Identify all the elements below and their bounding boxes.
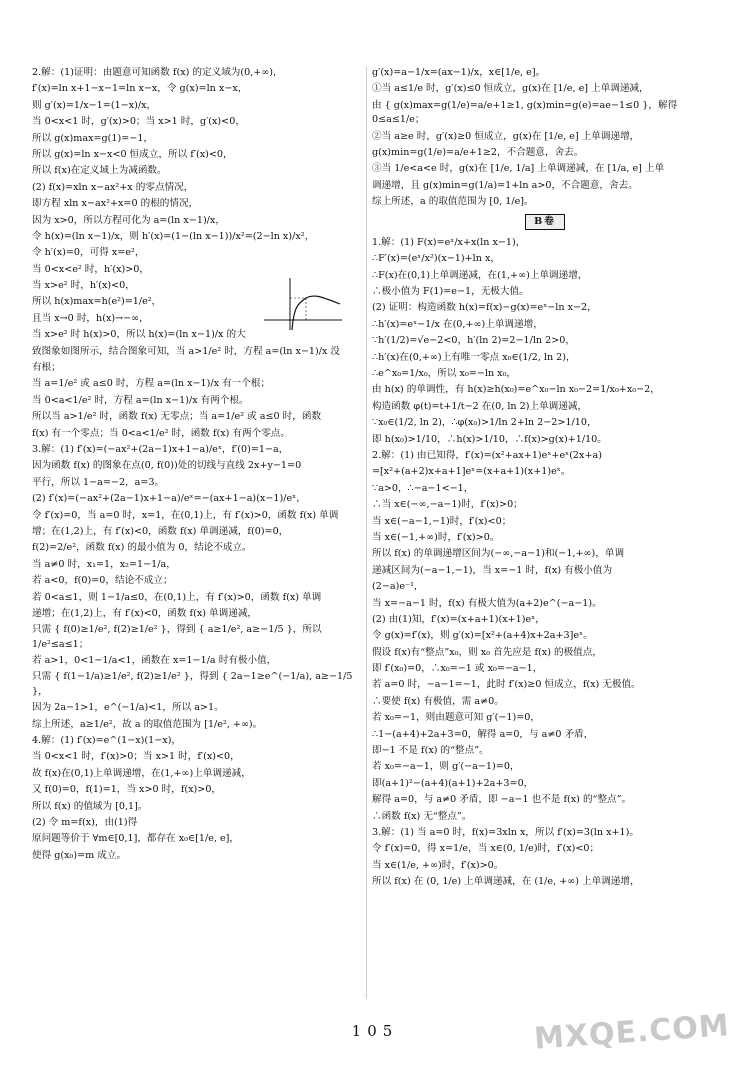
solution-line: f′(x)=ln x+1−x−1=ln x−x，令 g(x)=ln x−x， xyxy=(32,83,248,95)
solution-line: 1.解：(1) F(x)=eˣ/x+x(ln x−1)， xyxy=(372,236,526,248)
solution-line: 令 h(x)=(ln x−1)/x，则 h′(x)=(1−(ln x−1))/x²=(2−ln x)/x²， xyxy=(32,230,315,242)
solution-line: ∴F(x)在(0,1)上单调递减，在(1,+∞)上单调递增， xyxy=(372,269,588,281)
solution-line: ③当 1/e<a<e 时，g(x)在 [1/e, 1/a] 上单调递减，在 [1/a, e] 上单 xyxy=(372,163,665,175)
solution-line: 令 h′(x)=0，可得 x=e²， xyxy=(32,247,145,259)
solution-line: 因为函数 f(x) 的图象在点(0, f(0))处的切线与直线 2x+y−1=0 xyxy=(32,460,302,472)
solution-line: 若 x₀=−a−1，则 g′(−a−1)=0， xyxy=(372,761,520,773)
solution-line: 2.解：(1)证明：由题意可知函数 f(x) 的定义域为(0,+∞)， xyxy=(32,67,283,78)
solution-line: (2) f′(x)=(−ax²+(2a−1)x+1−a)/eˣ=−(ax+1−a)(x−1)/eˣ， xyxy=(32,493,306,505)
solution-line: ∴h′(x)=eˣ−1/x 在(0,+∞)上单调递增， xyxy=(372,318,543,330)
solution-line: 当 x>e² 时 h(x)>0，所以 h(x)=(ln x−1)/x 的大 xyxy=(32,329,246,341)
solution-line: 递增；在(1,2)上，有 f′(x)<0，函数 f(x) 单调递减， xyxy=(32,607,258,619)
solution-line: 当 x=−a−1 时，f(x) 有极大值为(a+2)e^(−a−1)。 xyxy=(372,597,602,609)
solution-line: f(x) 有一个零点；当 0<a<1/e² 时，函数 f(x) 有两个零点。 xyxy=(32,427,290,439)
solution-line: 令 f′(x)=0，得 x=1/e，当 x∈(0, 1/e)时，f′(x)<0； xyxy=(372,843,600,855)
solution-line: 故 f(x)在(0,1)上单调递增，在(1,+∞)上单调递减， xyxy=(32,767,251,779)
solution-line: 4.解：(1) f′(x)=e^(1−x)(1−x)， xyxy=(32,735,182,747)
column-divider xyxy=(366,66,367,999)
solution-line: f(2)=2/e²，函数 f(x) 的最小值为 0，结论不成立。 xyxy=(32,542,252,554)
solution-line: 综上所述，a 的取值范围为 [0, 1/e]。 xyxy=(372,196,534,208)
solution-line: 又 f(0)=0，f(1)=1，当 x>0 时，f(x)>0， xyxy=(32,784,222,796)
solution-line: 只需 { f(0)≥1/e², f(2)≥1/e² }，得到 { a≥1/e², a≥−1/5 }，所以 1/e²≤a≤1； xyxy=(32,624,325,650)
solution-line: 即(a+1)²−(a+4)(a+1)+2a+3=0， xyxy=(372,777,534,789)
solution-line: ∴函数 f(x) 无“整点”。 xyxy=(372,810,472,822)
solution-line: 令 g(x)=f′(x)，则 g′(x)=[x²+(a+4)x+2a+3]eˣ。 xyxy=(372,630,593,642)
solution-line: 所以 f(x)在定义域上为减函数。 xyxy=(32,165,167,177)
solution-line: ①当 a≤1/e 时，g′(x)≤0 恒成立，g(x)在 [1/e, e] 上单调递减， xyxy=(372,83,649,95)
solution-line: ∵a>0，∴−a−1<−1， xyxy=(372,482,474,494)
solution-line: 由 h(x) 的单调性，有 h(x)≥h(x₀)=e^x₀−ln x₀−2=1/x₀+x₀−2， xyxy=(372,384,660,396)
solution-line: 原问题等价于 ∀m∈[0,1]，都存在 x₀∈[1/e, e]， xyxy=(32,833,239,845)
solution-line: 若 a<0，f(0)=0，结论不成立； xyxy=(32,575,173,587)
solution-line: 3.解：(1) 当 a=0 时，f(x)=3xln x，所以 f′(x)=3(ln x+1)。 xyxy=(372,826,639,838)
solution-line: 因为 2a−1>1，e^(−1/a)<1，所以 a>1。 xyxy=(32,702,224,714)
solution-line: 所以 f(x) 的值域为 [0,1]。 xyxy=(32,800,148,812)
solution-line: 当 0<a<1/e² 时，方程 a=(ln x−1)/x 有两个根。 xyxy=(32,394,249,406)
solution-line: ∴要使 f(x) 有极值，需 a≠0。 xyxy=(372,695,504,707)
solution-line: ∵x₀∈(1/2, ln 2)，∴φ(x₀)>1/ln 2+ln 2−2>1/10， xyxy=(372,417,597,429)
solution-line: 当 x∈(−1,+∞)时，f′(x)>0。 xyxy=(372,531,500,543)
solution-line: ∴1−(a+4)+2a+3=0，解得 a=0，与 a≠0 矛盾， xyxy=(372,728,594,740)
solution-line: 3.解：(1) f′(x)=(−ax²+(2a−1)x+1−a)/eˣ，f′(0)=1−a， xyxy=(32,443,289,455)
solution-line: 即 h(x₀)>1/10，∴h(x)>1/10，∴f(x)>g(x)+1/10。 xyxy=(372,433,607,445)
solution-line: 若 0<a≤1，则 1−1/a≤0，在(0,1)上，有 f′(x)>0，函数 f(x) 单调 xyxy=(32,591,322,603)
solution-line: 所以 f(x) 在 (0, 1/e) 上单调递减，在 (1/e, +∞) 上单调递增， xyxy=(372,876,640,888)
solution-line: (2) f(x)=xln x−ax²+x 的零点情况， xyxy=(32,181,194,193)
solution-line: 所以 g(x)max=g(1)=−1， xyxy=(32,132,154,144)
solution-line: 致图象如图所示，结合图象可知，当 a>1/e² 时，方程 a=(ln x−1)/x 没 xyxy=(32,345,341,357)
solution-line: 调递增，且 g(x)min=g(1/a)=1+ln a>0，不合题意，舍去。 xyxy=(372,179,638,191)
solution-line: 若 a=0 时，−a−1=−1，此时 f′(x)≥0 恒成立，f(x) 无极值。 xyxy=(372,679,641,691)
solution-line: 所以 g(x)=ln x−x<0 恒成立，所以 f′(x)<0， xyxy=(32,148,233,160)
solution-line: 即−1 不是 f(x) 的“整点”。 xyxy=(372,745,489,757)
solution-line: (2) 令 m=f(x)，由(1)得 xyxy=(32,816,138,828)
solution-line: 所以 h(x)max=h(e²)=1/e²， xyxy=(32,296,162,308)
solution-line: 所以当 a>1/e² 时，函数 f(x) 无零点；当 a=1/e² 或 a≤0 时，函数 xyxy=(32,411,322,423)
solution-line: ②当 a≥e 时，g′(x)≥0 恒成立，g(x)在 [1/e, e] 上单调递增， xyxy=(372,130,640,142)
b-section-title: B卷 xyxy=(525,214,565,230)
solution-line: 2.解：(1) 由已知得，f′(x)=(x²+ax+1)eˣ+eˣ(2x+a) xyxy=(372,449,602,461)
solution-line: 当 x∈(−a−1,−1)时，f′(x)<0； xyxy=(372,515,512,527)
page-number: 105 xyxy=(351,1022,399,1040)
solution-line: 所以 f(x) 的单调递增区间为(−∞,−a−1)和(−1,+∞)，单调 xyxy=(372,548,625,560)
solution-line: (2) 由(1)知，f′(x)=(x+a+1)(x+1)eˣ， xyxy=(372,613,545,625)
solution-line: ∴极小值为 F(1)=e−1，无极大值。 xyxy=(372,286,529,298)
solution-line: 使得 g(x₀)=m 成立。 xyxy=(32,849,127,861)
solution-line: ∴F′(x)=(eˣ/x²)(x−1)+ln x， xyxy=(372,253,500,265)
solution-line: 且当 x→0 时，h(x)→−∞， xyxy=(32,312,149,324)
solution-line: 只需 { f(1−1/a)≥1/e², f(2)≥1/e² }，得到 { 2a−1≥e^(−1/a), a≥−1/5 }， xyxy=(32,671,356,697)
solution-line: 当 0<x<1 时，g′(x)>0；当 x>1 时，g′(x)<0， xyxy=(32,116,245,128)
solution-line: 则 g′(x)=1/x−1=(1−x)/x， xyxy=(32,99,157,111)
solution-line: 平行，所以 1−a=−2，a=3。 xyxy=(32,476,165,488)
solution-line: 即 f′(x₀)=0，∴x₀=−1 或 x₀=−a−1， xyxy=(372,663,543,675)
solution-line: (2−a)e⁻¹， xyxy=(372,581,424,593)
solution-line: 当 x∈(1/e, +∞)时，f′(x)>0。 xyxy=(372,859,504,871)
solution-line: 假设 f(x)有“整点”x₀，则 x₀ 首先应是 f(x) 的极值点， xyxy=(372,646,602,658)
solution-line: 由 { g(x)max=g(1/e)=a/e+1≥1, g(x)min=g(e)=ae−1≤0 }，解得 0≤a≤1/e； xyxy=(372,99,681,126)
solution-line: 令 f′(x)=0，当 a=0 时，x=1，在(0,1)上，有 f′(x)>0，函数 f(x) 单调 xyxy=(32,509,339,521)
solution-line: (2) 证明：构造函数 h(x)=f(x)−g(x)=eˣ−ln x−2， xyxy=(372,302,597,314)
solution-line: 构造函数 φ(t)=t+1/t−2 在(0, ln 2)上单调递减， xyxy=(372,400,588,412)
solution-line: 当 x>e² 时，h′(x)<0， xyxy=(32,280,135,292)
solution-line: 增；在(1,2)上，有 f′(x)<0，函数 f(x) 单调递减，f(0)=0， xyxy=(32,525,289,537)
solution-line: ∵h′(1/2)=√e−2<0，h′(ln 2)=2−1/ln 2>0， xyxy=(372,335,575,347)
solution-line: 若 a>1，0<1−1/a<1，函数在 x=1−1/a 时有极小值， xyxy=(32,655,277,667)
graph-curve xyxy=(292,296,340,330)
solution-line: ∴当 x∈(−∞,−a−1)时，f′(x)>0； xyxy=(372,499,523,511)
solution-line: 当 0<x<1 时，f′(x)>0；当 x>1 时，f′(x)<0， xyxy=(32,751,240,763)
solution-line: ∴h′(x)在(0,+∞)上有唯一零点 x₀∈(1/2, ln 2)， xyxy=(372,351,576,363)
solution-line: 当 a=1/e² 或 a≤0 时，方程 a=(ln x−1)/x 有一个根； xyxy=(32,378,271,390)
solution-line: 有根； xyxy=(32,362,61,374)
right-column xyxy=(372,66,718,1007)
solution-line: 当 0<x<e² 时，h′(x)>0， xyxy=(32,263,149,275)
solution-line: 当 a≠0 时，x₁=1，x₂=1−1/a， xyxy=(32,558,176,570)
watermark: MXQE.COM xyxy=(533,1008,731,1057)
solution-line: 综上所述，a≥1/e²，故 a 的取值范围为 [1/e², +∞)。 xyxy=(32,718,263,730)
solution-line: ∴e^x₀=1/x₀，所以 x₀=−ln x₀， xyxy=(372,368,517,380)
solution-line: 因为 x>0，所以方程可化为 a=(ln x−1)/x， xyxy=(32,214,225,226)
solution-line: 递减区间为(−a−1,−1)，当 x=−1 时，f(x) 有极小值为 xyxy=(372,564,613,576)
left-column xyxy=(32,66,364,1007)
solution-line: 解得 a=0，与 a≠0 矛盾，即 −a−1 也不是 f(x) 的“整点”。 xyxy=(372,794,632,806)
solution-line: =[x²+(a+2)x+a+1]eˣ=(x+a+1)(x+1)eˣ。 xyxy=(372,466,571,478)
b-section-header xyxy=(372,214,718,230)
right-part-b xyxy=(372,236,718,890)
function-graph xyxy=(262,276,344,332)
solution-line: 即方程 xln x−ax²+x=0 的根的情况， xyxy=(32,198,199,210)
solution-line: g′(x)=a−1/x=(ax−1)/x，x∈[1/e, e]。 xyxy=(372,67,546,78)
solution-line: g(x)min=g(1/e)=a/e+1≥2，不合题意，舍去。 xyxy=(372,146,584,158)
right-part-a xyxy=(372,66,718,210)
solution-line: 若 x₀=−1，则由题意可知 g′(−1)=0， xyxy=(372,712,540,724)
